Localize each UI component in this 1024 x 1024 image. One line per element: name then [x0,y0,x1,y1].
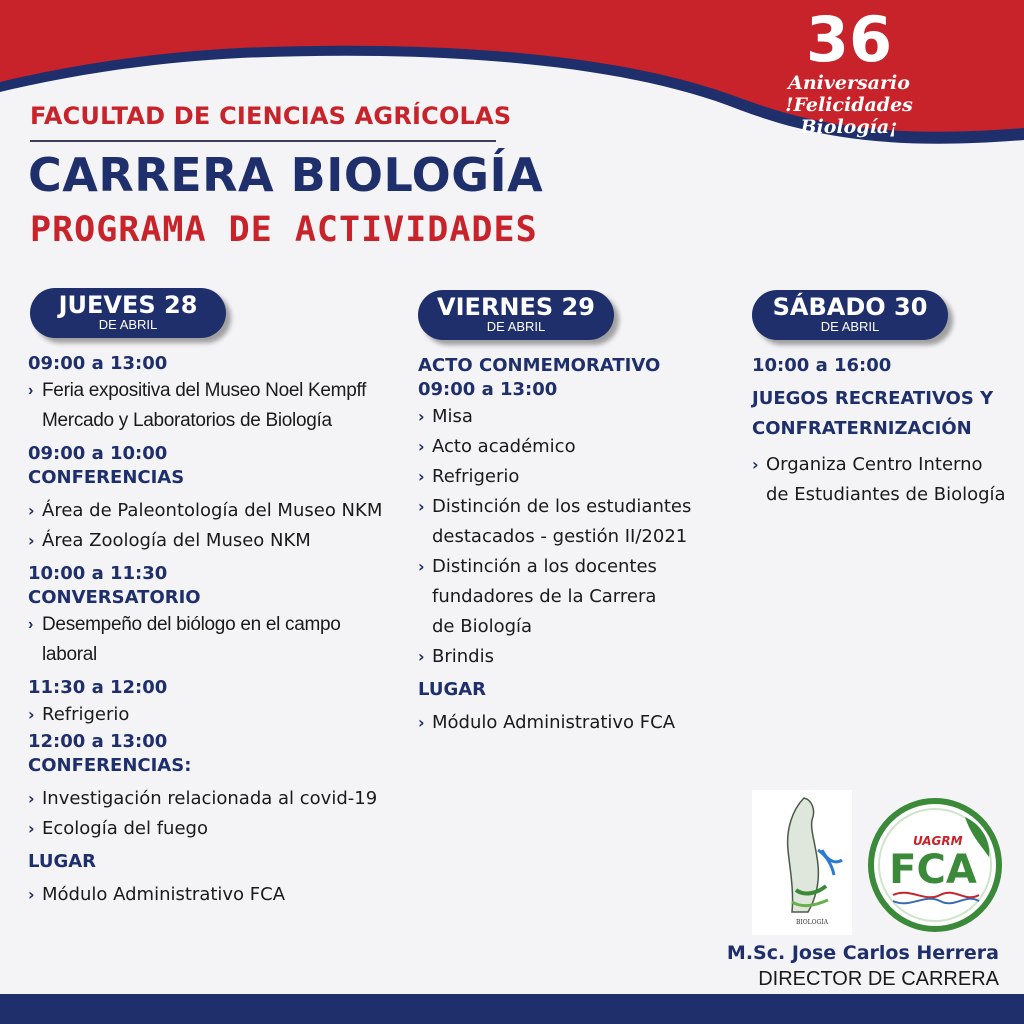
faculty-title: FACULTAD DE CIENCIAS AGRÍCOLAS [30,102,512,130]
place-heading: LUGAR [28,851,97,872]
fca-logo [865,795,1005,935]
time-slot: 10:00 a 16:00 [752,355,892,376]
day-name: VIERNES 29 [437,293,595,321]
chevron-right-icon: › [752,455,759,474]
list-item-continuation: Mercado y Laboratorios de Biología [42,410,332,431]
list-item: › Distinción de los estudiantes [418,492,738,522]
director-title: DIRECTOR DE CARRERA [758,968,999,990]
anniversary-greeting: !Felicidades Biología¡ [785,94,913,138]
anniversary-number: 36 [805,3,893,76]
list-item: › Área de Paleontología del Museo NKM [28,496,413,526]
list-item: › Acto académico [418,432,738,462]
section-heading: CONFERENCIAS [28,467,185,488]
list-item: › Refrigerio [418,462,738,492]
day-month: DE ABRIL [486,319,546,334]
time-slot: 11:30 a 12:00 [28,677,168,698]
time-slot: 12:00 a 13:00 [28,731,168,752]
title-divider [30,140,496,142]
chevron-right-icon: › [28,789,35,808]
list-item: › Desempeño del biólogo en el campo [28,610,413,640]
program-title: PROGRAMA DE ACTIVIDADES [30,210,538,250]
chevron-right-icon: › [418,647,425,666]
list-item: › Brindis [418,642,738,672]
list-item: › Investigación relacionada al covid-19 [28,784,413,814]
chevron-right-icon: › [418,407,425,426]
biology-logo [752,790,852,935]
chevron-right-icon: › [28,531,35,550]
thursday-schedule [28,352,413,910]
day-month: DE ABRIL [820,319,880,334]
chevron-right-icon: › [28,616,34,633]
section-heading: CONFRATERNIZACIÓN [752,418,972,439]
list-item: › Área Zoología del Museo NKM [28,526,413,556]
time-slot: 10:00 a 11:30 [28,563,168,584]
list-item: › Ecología del fuego [28,814,413,844]
chevron-right-icon: › [28,705,35,724]
saturday-schedule [752,354,1007,510]
chevron-right-icon: › [418,437,425,456]
list-item: › Feria expositiva del Museo Noel Kempff [28,376,413,406]
day-month: DE ABRIL [98,317,158,332]
chevron-right-icon: › [28,819,35,838]
section-heading: CONVERSATORIO [28,587,201,608]
day-name: SÁBADO 30 [772,293,928,321]
list-item: › Refrigerio [28,700,413,730]
day-pill-saturday [752,290,948,340]
fca-logo-top: UAGRM [913,834,963,848]
list-item-continuation: laboral [42,644,97,665]
place-heading: LUGAR [418,679,487,700]
chevron-right-icon: › [28,885,35,904]
fca-logo-main: FCA [889,847,977,893]
place-item: › Módulo Administrativo FCA [28,880,413,910]
time-slot: 09:00 a 13:00 [418,379,558,400]
list-item-continuation: de Biología [432,616,533,637]
biology-logo-caption: BIOLOGÍA [795,919,829,926]
chevron-right-icon: › [28,382,34,399]
list-item-continuation: fundadores de la Carrera [432,586,657,607]
anniversary-badge [734,3,964,138]
list-item: › Misa [418,402,738,432]
bottom-bar [0,994,1024,1024]
list-item: › Distinción a los docentes [418,552,738,582]
chevron-right-icon: › [418,497,425,516]
section-heading: JUEGOS RECREATIVOS Y [752,388,994,409]
day-name: JUEVES 28 [58,291,198,319]
list-item-continuation: de Estudiantes de Biología [766,484,1006,505]
time-slot: 09:00 a 13:00 [28,353,168,374]
director-name: M.Sc. Jose Carlos Herrera [726,942,999,964]
place-item: › Módulo Administrativo FCA [418,708,738,738]
chevron-right-icon: › [418,467,425,486]
chevron-right-icon: › [418,557,425,576]
chevron-right-icon: › [28,501,35,520]
anniversary-label: Aniversario [788,72,910,94]
list-item-continuation: destacados - gestión II/2021 [432,526,688,547]
chevron-right-icon: › [418,713,425,732]
day-pill-thursday [30,288,226,338]
time-slot: 09:00 a 10:00 [28,443,168,464]
career-title: CARRERA BIOLOGÍA [28,148,544,202]
list-item: › Organiza Centro Interno [752,450,1007,480]
day-pill-friday [418,290,614,340]
friday-schedule [418,354,738,738]
section-heading: CONFERENCIAS: [28,755,192,776]
section-heading: ACTO CONMEMORATIVO [418,355,661,376]
